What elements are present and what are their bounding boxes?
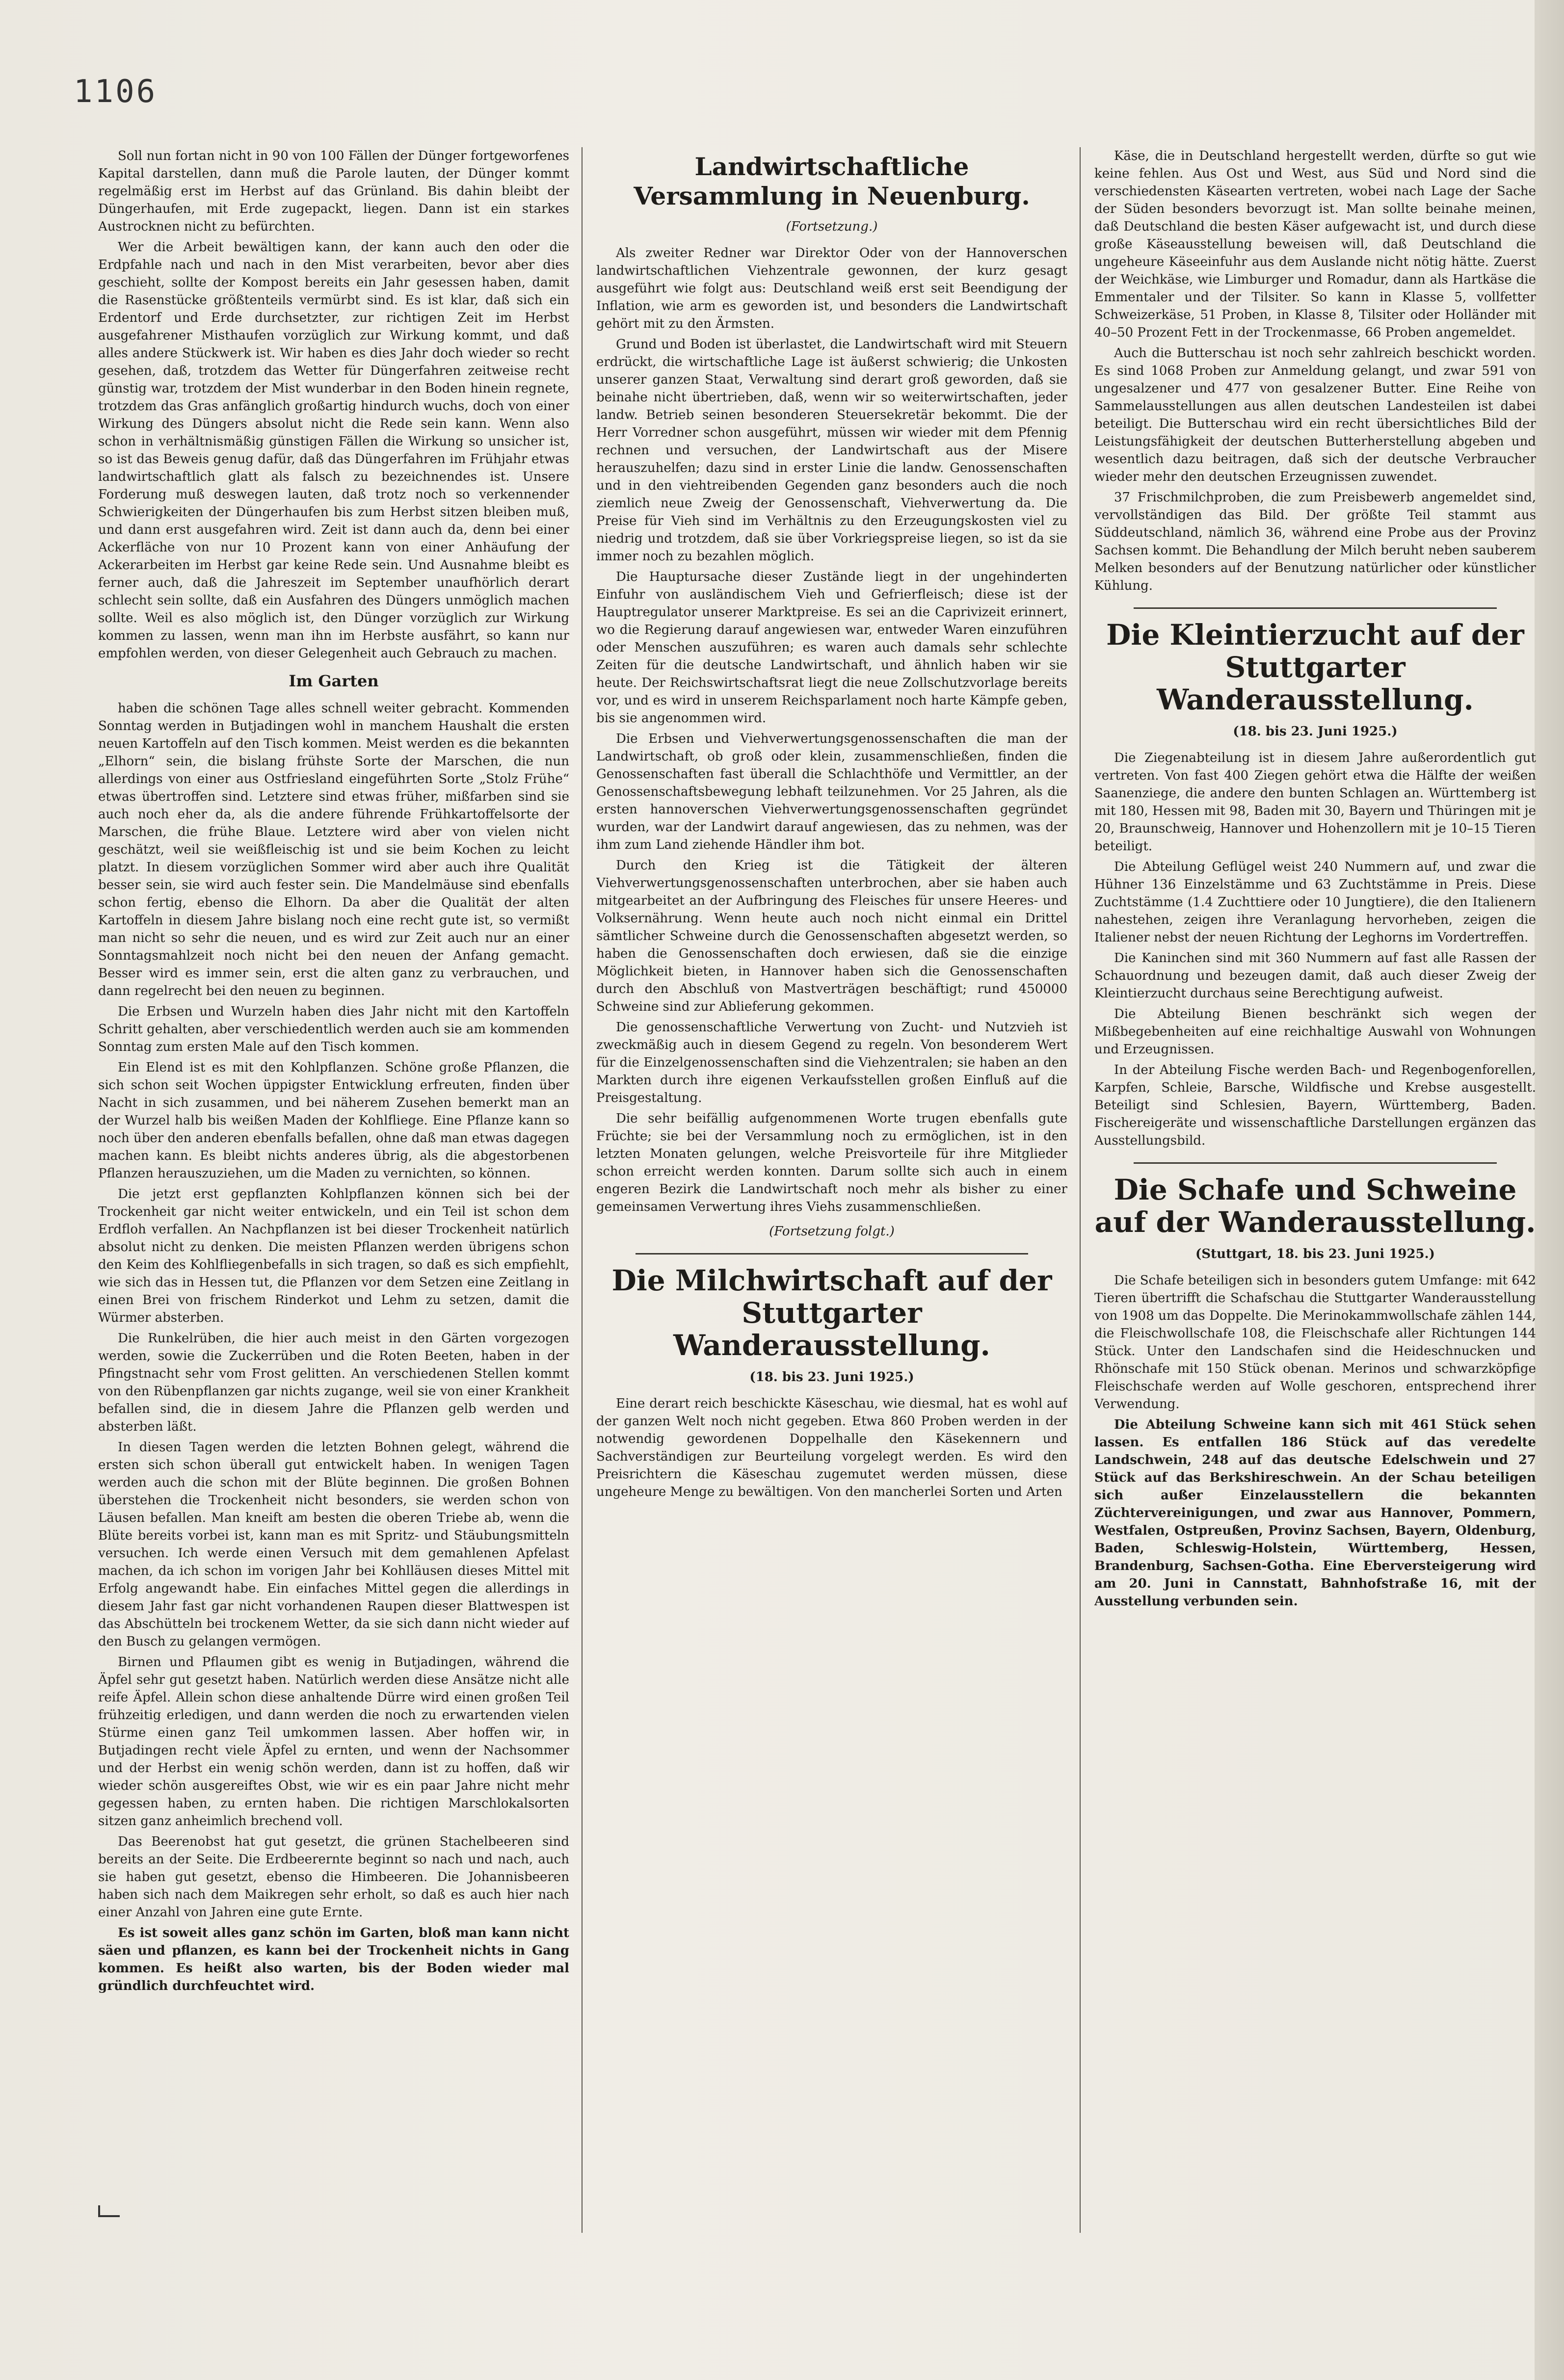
- paragraph: Auch die Butterschau ist noch sehr zahlreich beschickt worden. Es sind 1068 Proben zur Anmeldung gelangt, und zwar 591 von ungesalzener und 477 von gesalzener Butter. Eine Reihe von Sammelausstellungen aus allen deutschen Landesteilen ist dabei beteiligt. Die Butterschau wird ein recht übersichtliches Bild der Leistungsfähigkeit der deutschen Butterherstellung abgeben und wesentlich dazu beitragen, daß sich der deutsche Verbraucher wieder mehr den deutschen Erzeugnissen zuwendet.: [1094, 346, 1536, 484]
- article-subtitle: (18. bis 23. Juni 1925.): [749, 1370, 914, 1385]
- page-edge: [1535, 0, 1564, 2380]
- paragraph: Die genossenschaftliche Verwertung von Zucht- und Nutzvieh ist zweckmäßig auch in diesem Gegend zu regeln. Von besonderem Wert für die Einzelgenossenschaften sind die Viehzentralen; sie haben an den Markten durch ihre eigenen Verkaufsstellen großen Einfluß auf die Preisgestaltung.: [596, 1020, 1067, 1105]
- paragraph: Die Abteilung Schweine kann sich mit 461 Stück sehen lassen. Es entfallen 186 Stück auf das veredelte Landschwein, 248 auf das deutsche Edelschwein und 27 Stück auf das Berkshireschwein. An der Schau beteiligen sich außer Einzelausstellern die bekannten Züchtervereinigungen, und zwar aus Hannover, Pommern, Westfalen, Ostpreußen, Provinz Sachsen, Bayern, Oldenburg, Baden, Schleswig-Holstein, Württemberg, Hessen, Brandenburg, Sachsen-Gotha. Eine Eberversteigerung wird am 20. Juni in Cannstatt, Bahnhofstraße 16, mit der Ausstellung verbunden sein.: [1094, 1417, 1536, 1609]
- paragraph: Die Erbsen und Viehverwertungsgenossenschaften die man der Landwirtschaft, ob groß oder klein, zusammenschließen, finden die Genossenschaften fast überall die Schlachthöfe und Vermittler, an der Genossenschaftsbewegung lebhaft teilzunehmen. Vor 25 Jahren, als die ersten hannoverschen Viehverwertungsgenossenschaften gegründet wurden, war der Landwirt darauf angewiesen, das zu nehmen, was der ihm zum Land ziehende Händler ihm bot.: [596, 732, 1067, 852]
- paragraph: Die Abteilung Geflügel weist 240 Nummern auf, und zwar die Hühner 136 Einzelstämme und 63 Zuchtstämme in Preis. Diese Zuchtstämme (1.4 Zuchttiere oder 10 Jungtiere), die den Italienern nahestehen, zeigen ihre Veranlagung hervorheben, zeigen die Italiener nebst der neuen Richtung der Leghorns im Vordertreffen.: [1094, 860, 1536, 945]
- paragraph: 37 Frischmilchproben, die zum Preisbewerb angemeldet sind, vervollständigen das Bild. Der größte Teil stammt aus Süddeutschland, nämlich 36, während eine Probe aus der Provinz Sachsen kommt. Die Behandlung der Milch beruht neben sauberem Melken besonders auf der Benutzung natürlicher oder künstlicher Kühlung.: [1094, 490, 1536, 593]
- paragraph: Die jetzt erst gepflanzten Kohlpflanzen können sich bei der Trockenheit gar nicht weiter entwickeln, und ein Teil ist schon dem Erdfloh verfallen. An Nachpflanzen ist bei dieser Trockenheit natürlich absolut nicht zu denken. Die meisten Pflanzen werden übrigens schon den Keim des Kohlfliegenbefalls in sich tragen, so daß es sich empfiehlt, wie sich das in Hessen tut, die Pflanzen vor dem Setzen eine Zeitlang in einen Brei von frischem Rinderkot und Lehm zu setzen, damit die Würmer absterben.: [98, 1187, 569, 1325]
- paragraph: Die Hauptursache dieser Zustände liegt in der ungehinderten Einfuhr von ausländischem Vieh und Gefrierfleisch; diese ist der Hauptregulator unserer Marktpreise. Es sei an die Caprivizeit erinnert, wo die Regierung darauf angewiesen war, entweder Waren einzuführen oder Menschen auszuführen; es waren auch damals sehr schlechte Zeiten für die deutsche Landwirtschaft, und ähnlich haben wir sie heute. Der Reichswirtschaftsrat liegt die neue Zollschutzvorlage bereits vor, und es wird in unserem Reichsparlament noch harte Kämpfe geben, bis sie angenommen wird.: [596, 570, 1067, 726]
- paragraph: Die Schafe beteiligen sich in besonders gutem Umfange: mit 642 Tieren übertrifft die Schafschau die Stuttgarter Wanderausstellung von 1908 um das Doppelte. Die Merinokammwollschafe zählen 144, die Fleischwollschafe 108, die Fleischschafe aller Richtungen 144 Stück. Unter den Landschafen sind die Heideschnucken und Rhönschafe mit 150 Stück obenan. Merinos und schwarzköpfige Fleischschafe werden auf Wolle geschoren, entsprechend ihrer Verwendung.: [1094, 1273, 1536, 1412]
- paragraph: Die sehr beifällig aufgenommenen Worte trugen ebenfalls gute Früchte; sie bei der Versammlung noch zu ermöglichen, ist in den letzten Monaten gelungen, welche Preisvorteile für ihre Mitglieder schon erreicht werden konnten. Darum sollte sich auch in einem engeren Bezirk die Landwirtschaft noch mehr als bisher zu einer gemeinsamen Verwertung ihres Viehs zusammenschließen.: [596, 1111, 1067, 1214]
- paragraph: In der Abteilung Fische werden Bach- und Regenbogenforellen, Karpfen, Schleie, Barsche, Wildfische und Krebse ausgestellt. Beteiligt sind Schlesien, Bayern, Württemberg, Baden. Fischereigeräte und wissenschaftliche Darstellungen ergänzen das Ausstellungsbild.: [1094, 1063, 1536, 1148]
- article-subtitle: (Stuttgart, 18. bis 23. Juni 1925.): [1195, 1247, 1435, 1261]
- column-right: [1094, 147, 1536, 2233]
- article-title-schafe-schweine: Die Schafe und Schweine auf der Wanderausstellung.: [1094, 1173, 1536, 1239]
- paragraph: Grund und Boden ist überlastet, die Landwirtschaft wird mit Steuern erdrückt, die wirtschaftliche Lage ist äußerst schwierig; die Unkosten unserer ganzen Staat, Verwaltung sind derart groß geworden, daß sie beinahe nicht übertrieben, daß, wenn wir so weiterwirtschaften, jeder landw. Betrieb seinen besonderen Steuersekretär bekommt. Die der Herr Vorredner schon ausgeführt, müssen wir wieder mit dem Pfennig rechnen und versuchen, der Landwirtschaft aus der Misere herauszuhelfen; dazu sind in erster Linie die landw. Genossenschaften und in den viehtreibenden Gegenden ganz besonders auch die noch ziemlich neue Zweig der Genossenschaft, Viehverwertung da. Die Preise für Vieh sind im Verhältnis zu den Erzeugungskosten viel zu niedrig und trotzdem, daß sie über Vorkriegspreise liegen, so ist da sie immer noch zu bezahlen möglich.: [596, 337, 1067, 564]
- article-title-milchwirtschaft: Die Milchwirtschaft auf der Stuttgarter Wanderausstellung.: [611, 1264, 1052, 1362]
- article-subtitle: (18. bis 23. Juni 1925.): [1233, 724, 1398, 739]
- paragraph: Das Beerenobst hat gut gesetzt, die grünen Stachelbeeren sind bereits an der Seite. Die Erdbeerernte beginnt so nach und nach, auch sie haben gut gesetzt, ebenso die Himbeeren. Die Johannisbeeren haben sich nach dem Maikregen sehr erholt, so daß es auch hier nach einer Anzahl von Jahren eine gute Ernte.: [98, 1834, 569, 1920]
- paragraph: Als zweiter Redner war Direktor Oder von der Hannoverschen landwirtschaftlichen Viehzentrale gewonnen, der kurz gesagt ausgeführt wie folgt aus: Deutschland weiß erst seit Beendigung der Inflation, wie arm es geworden ist, und besonders die Landwirtschaft gehört mit zu den Ärmsten.: [596, 246, 1067, 331]
- divider-line: [1134, 607, 1497, 609]
- paragraph: Käse, die in Deutschland hergestellt werden, dürfte so gut wie keine fehlen. Aus Ost und West, aus Süd und Nord sind die verschiedensten Käsearten vertreten, wobei nach Lage der Sache der Süden besonders bevorzugt ist. Man sollte beinahe meinen, daß Deutschland die besten Käser aufgewacht ist, und durch diese große Käseausstellung beweisen will, daß Deutschland die ungeheure Käseeinfuhr aus dem Auslande nicht nötig hätte. Zuerst der Weichkäse, wie Limburger und Romadur, dann als Hartkäse die Emmentaler und der Tilsiter. So kann in Klasse 5, vollfetter Schweizerkäse, 51 Proben, in Klasse 8, Tilsiter oder Holländer mit 40–50 Prozent Fett in der Trockenmasse, 66 Proben angemeldet.: [1094, 149, 1536, 340]
- article-closing: (Fortsetzung folgt.): [769, 1224, 895, 1239]
- paragraph: Soll nun fortan nicht in 90 von 100 Fällen der Dünger fortgeworfenes Kapital darstellen, dann muß die Parole lauten, der Dünger kommt regelmäßig erst im Herbst auf das Grünland. Bis dahin bleibt der Düngerhaufen, mit Erde zugepackt, liegen. Dann ist ein starkes Austrocknen nicht zu befürchten.: [98, 149, 569, 234]
- divider-line: [1134, 1162, 1497, 1164]
- page-number: 1106: [74, 74, 158, 110]
- paragraph: Die Runkelrüben, die hier auch meist in den Gärten vorgezogen werden, sowie die Zuckerrüben und die Roten Beeten, haben in der Pfingstnacht sehr vom Frost gelitten. An verschiedenen Stellen kommt von den Rübenpflanzen gar nichts zugange, weil sie von einer Krankheit befallen sind, die in diesem Jahre die Pflanzen gelb werden und absterben läßt.: [98, 1331, 569, 1434]
- paragraph: Es ist soweit alles ganz schön im Garten, bloß man kann nicht säen und pflanzen, es kann bei der Trockenheit nichts in Gang kommen. Es heißt also warten, bis der Boden wieder mal gründlich durchfeuchtet wird.: [98, 1926, 569, 1993]
- paragraph: Die Ziegenabteilung ist in diesem Jahre außerordentlich gut vertreten. Von fast 400 Ziegen gehört etwa die Hälfte der weißen Saanenziege, die andere den bunten Schlagen an. Württemberg ist mit 180, Hessen mit 98, Baden mit 30, Bayern und Thüringen mit je 20, Braunschweig, Hannover und Hohenzollern mit je 10–15 Tieren beteiligt.: [1094, 751, 1536, 854]
- paragraph: Birnen und Pflaumen gibt es wenig in Butjadingen, während die Äpfel sehr gut gesetzt haben. Natürlich werden diese Ansätze nicht alle reife Äpfel. Allein schon diese anhaltende Dürre wird einen großen Teil frühzeitig erledigen, und dann werden die noch zu erwartenden vielen Stürme einen ganz Teil umkommen lassen. Aber hoffen wir, in Butjadingen recht viele Äpfel zu ernten, und wenn der Nachsommer und der Herbst ein wenig schön werden, dann ist zu hoffen, daß wir wieder schön ausgereiftes Obst, wie wir es ein paar Jahre nicht mehr gegessen haben, zu ernten haben. Die richtigen Marschlokalsorten sitzen ganz anheimlich brechend voll.: [98, 1655, 569, 1829]
- corner-mark: [98, 2205, 120, 2217]
- paragraph: Die Erbsen und Wurzeln haben dies Jahr nicht mit den Kartoffeln Schritt gehalten, aber verschiedentlich werden auch sie am kommenden Sonntag zum ersten Male auf den Tisch kommen.: [98, 1004, 569, 1054]
- column-middle: [596, 147, 1067, 2233]
- paragraph: Durch den Krieg ist die Tätigkeit der älteren Viehverwertungsgenossenschaften unterbrochen, aber sie haben auch mitgearbeitet an der Aufbringung des Fleisches für unsere Heeres- und Volksernährung. Wenn heute auch noch nicht einmal ein Drittel sämtlicher Schweine durch die Genossenschaften abgesetzt werden, so haben die Genossenschaften doch erwiesen, daß sie die einzige Möglichkeit bieten, in Hannover haben sich die Genossenschaften durch den Abschluß von Mastverträgen beschäftigt; rund 450000 Schweine sind zur Ablieferung gekommen.: [596, 858, 1067, 1014]
- article-title-versammlung: Landwirtschaftliche Versammlung in Neuenburg.: [634, 152, 1030, 210]
- column-divider: [1080, 147, 1081, 2233]
- paragraph: In diesen Tagen werden die letzten Bohnen gelegt, während die ersten sich schon überall gut entwickelt haben. In wenigen Tagen werden auch die schon mit der Blüte beginnen. Die großen Bohnen überstehen die Trockenheit nicht besonders, sie werden schon von Läusen befallen. Man kneift am besten die oberen Triebe ab, wenn die Blüte bereits vorbei ist, kann man es mit Spritz- und Stäubungsmitteln versuchen. Ich werde einen Versuch mit dem gemahlenen Apfelast machen, da ich schon im vorigen Jahr bei Kohlläusen dieses Mittel mit Erfolg angewandt habe. Ein einfaches Mittel gegen die allerdings in diesem Jahr fast gar nicht vorhandenen Raupen dieser Blattwespen ist das Abschütteln bei trockenem Wetter, da sie sich dann nicht wieder auf den Busch zu gelangen vermögen.: [98, 1440, 569, 1649]
- paragraph: Ein Elend ist es mit den Kohlpflanzen. Schöne große Pflanzen, die sich schon seit Wochen üppigster Entwicklung erfreuten, finden über Nacht in sich zusammen, und bei näherem Zusehen bemerkt man an der Wurzel halb bis weißen Maden der Kohlfliege. Eine Pflanze kann so noch über den anderen ebenfalls befallen, ohne daß man etwas dagegen machen kann. Es bleibt nichts anderes übrig, als die abgestorbenen Pflanzen herauszuziehen, um die Maden zu vernichten, so können.: [98, 1060, 569, 1181]
- paragraph: Die Abteilung Bienen beschränkt sich wegen der Mißbegebenheiten auf eine reichhaltige Auswahl von Wohnungen und Erzeugnissen.: [1094, 1007, 1536, 1057]
- section-title-garden: Im Garten: [289, 672, 379, 690]
- paragraph: Eine derart reich beschickte Käseschau, wie diesmal, hat es wohl auf der ganzen Welt noch nicht gegeben. Etwa 860 Proben werden in der notwendig gewordenen Doppelhalle den Käsekennern und Sachverständigen zur Beurteilung vorgelegt werden. Es wird den Preisrichtern die Käseschau zugemutet werden müssen, diese ungeheure Menge zu bewältigen. Von den mancherlei Sorten und Arten: [596, 1396, 1067, 1499]
- column-left: [98, 147, 569, 2233]
- paragraph: Wer die Arbeit bewältigen kann, der kann auch den oder die Erdpfahle nach und nach in den Mist verarbeiten, bevor aber dies geschieht, sollte der Kompost bereits ein Jahr gesessen haben, damit die Rasenstücke größtenteils vermürbt sind. Es ist klar, daß sich ein Erdentorf und Erde durchsetzter, zur richtigen Zeit im Herbst ausgefahrener Misthaufen vorzüglich zur Wirkung kommt, und daß alles andere Stückwerk ist. Wir haben es dies Jahr doch wieder so recht gesehen, daß, trotzdem das Wetter für Düngerfahren zeitweise recht günstig war, trotzdem der Mist wunderbar in den Boden hinein regnete, trotzdem das Gras anfänglich großartig hindurch wuchs, doch von einer Wirkung des Düngers absolut nicht die Rede sein kann. Wenn also schon in verhältnismäßig günstigen Fällen die Wirkung so unsicher ist, so ist das Beweis genug dafür, daß das Düngerfahren im Frühjahr etwas landwirtschaftlich glatt als falsch zu bezeichnendes ist. Unsere Forderung muß deswegen lauten, daß trotz noch so verkennender Schwierigkeiten der Düngerhaufen bis zum Herbst sitzen bleiben muß, und dann erst ausgefahren wird. Zeit ist dann auch da, denn bei einer Ackerfläche von nur 10 Prozent kann von einer Anhäufung der Ackerarbeiten im Herbst gar keine Rede sein. Und Ausnahme bleibt es ferner auch, daß die Jahreszeit im September unaufhörlich derart schlecht sein sollte, daß ein Ausfahren des Düngers unmöglich machen sollte. Weil es also möglich ist, den Dünger vorzüglich zur Wirkung kommen zu lassen, wenn man ihn im Herbste ausfährt, so kann nur empfohlen werden, von dieser Gelegenheit auch Gebrauch zu machen.: [98, 240, 569, 661]
- paragraph: Die Kaninchen sind mit 360 Nummern auf fast alle Rassen der Schauordnung und bezeugen damit, daß auch dieser Zweig der Kleintierzucht durchaus seine Berechtigung aufweist.: [1094, 951, 1536, 1001]
- paragraph: haben die schönen Tage alles schnell weiter gebracht. Kommenden Sonntag werden in Butjadingen wohl in manchem Haushalt die ersten neuen Kartoffeln auf den Tisch kommen. Meist werden es die bekannten „Elhorn“ sein, die bislang frühste Sorte der Marschen, die nun allerdings von einer aus Ostfriesland eingeführten Sorte „Stolz Frühe“ etwas übertroffen sind. Letztere sind etwas früher, mißfarben sind sie auch noch eher da, als die andere führende Frühkartoffelsorte der Marschen, die frühe Blaue. Letztere wird aber von vielen nicht geschätzt, weil sie weißfleischig ist und sie beim Kochen zu leicht platzt. In diesem vorzüglichen Sommer wird aber auch ihre Qualität besser sein, sie wird auch fester sein. Die Mandelmäuse sind ebenfalls schon fertig, ebenso die Elhorn. Da aber die Qualität der alten Kartoffeln in diesem Jahre bislang noch eine recht gute ist, so vermißt man nicht so sehr die neuen, und es wird zur Zeit auch nur an einer Sonntagsmahlzeit noch nicht bei den neuen der Anfang gemacht. Besser wird es immer sein, erst die alten ganz zu verbrauchen, und dann regelrecht bei den neuen zu beginnen.: [98, 701, 569, 998]
- article-subtitle: (Fortsetzung.): [786, 219, 878, 234]
- divider-line: [636, 1253, 1028, 1255]
- article-title-kleintierzucht: Die Kleintierzucht auf der Stuttgarter Wanderausstellung.: [1106, 618, 1524, 716]
- column-divider: [582, 147, 583, 2233]
